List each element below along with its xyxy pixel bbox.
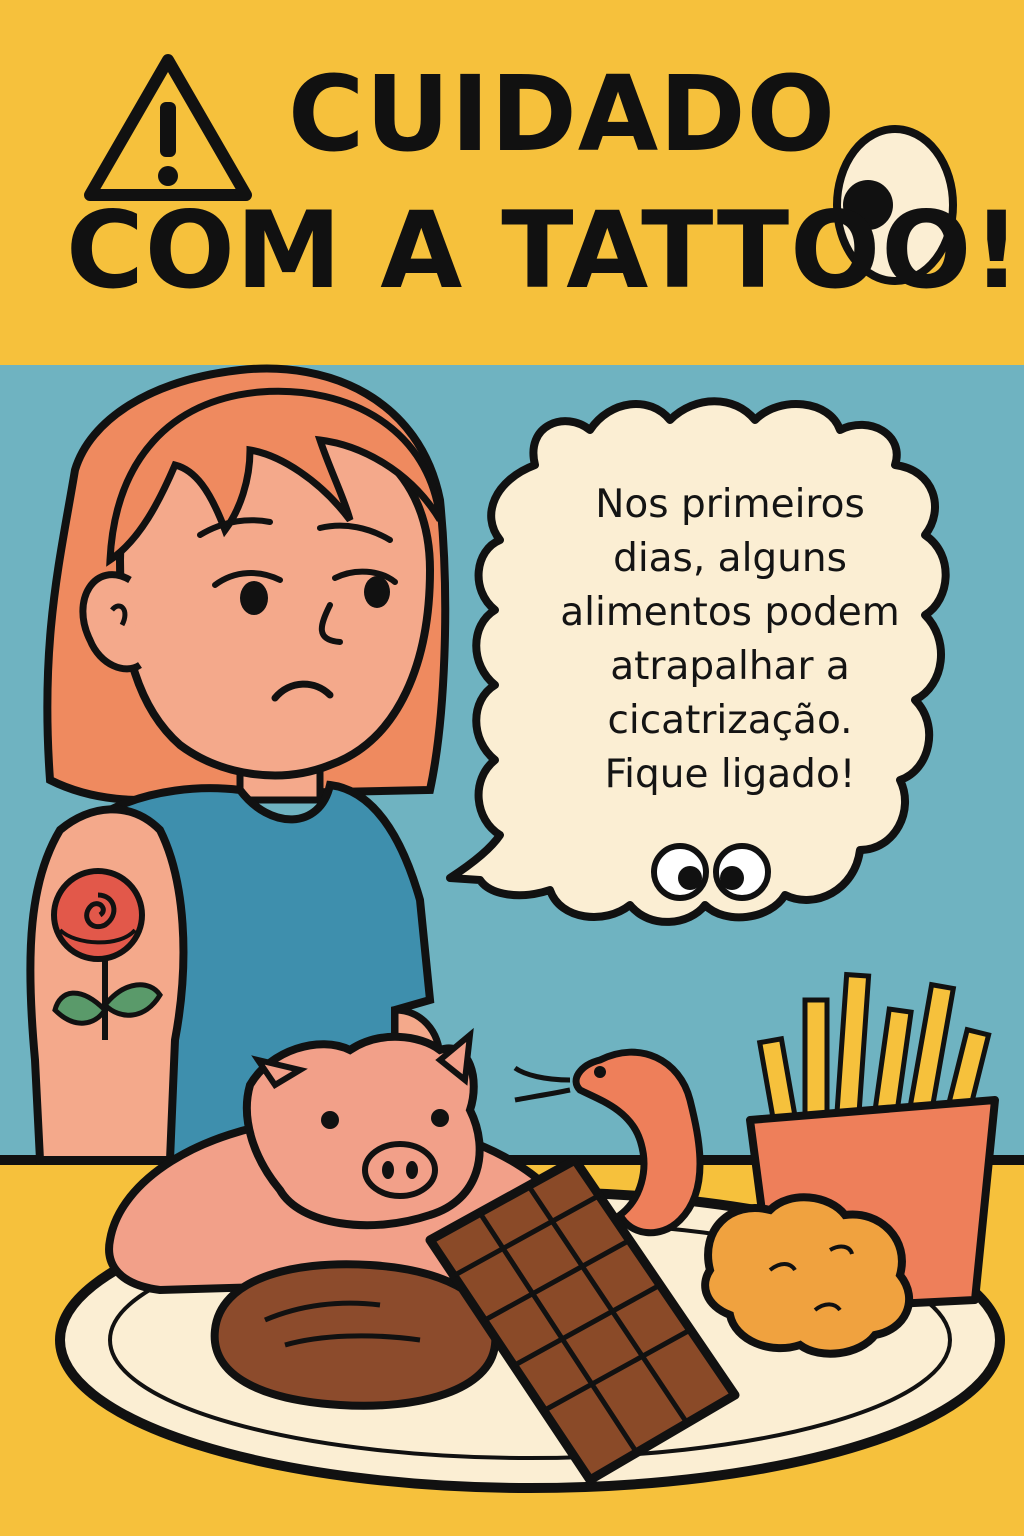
bubble-line: cicatrização. [607,698,853,743]
title-line-2: COM A TATTOO! [66,189,1022,312]
bubble-line: Fique ligado! [604,752,856,797]
fried-snack [705,1197,909,1353]
bubble-line: alimentos podem [560,590,900,635]
speech-bubble-text [520,478,940,802]
bubble-line: Nos primeiros [595,482,865,527]
title-line-1: CUIDADO [288,53,837,175]
bubble-line: dias, alguns [613,536,847,581]
bubble-line: atrapalhar a [610,644,850,689]
